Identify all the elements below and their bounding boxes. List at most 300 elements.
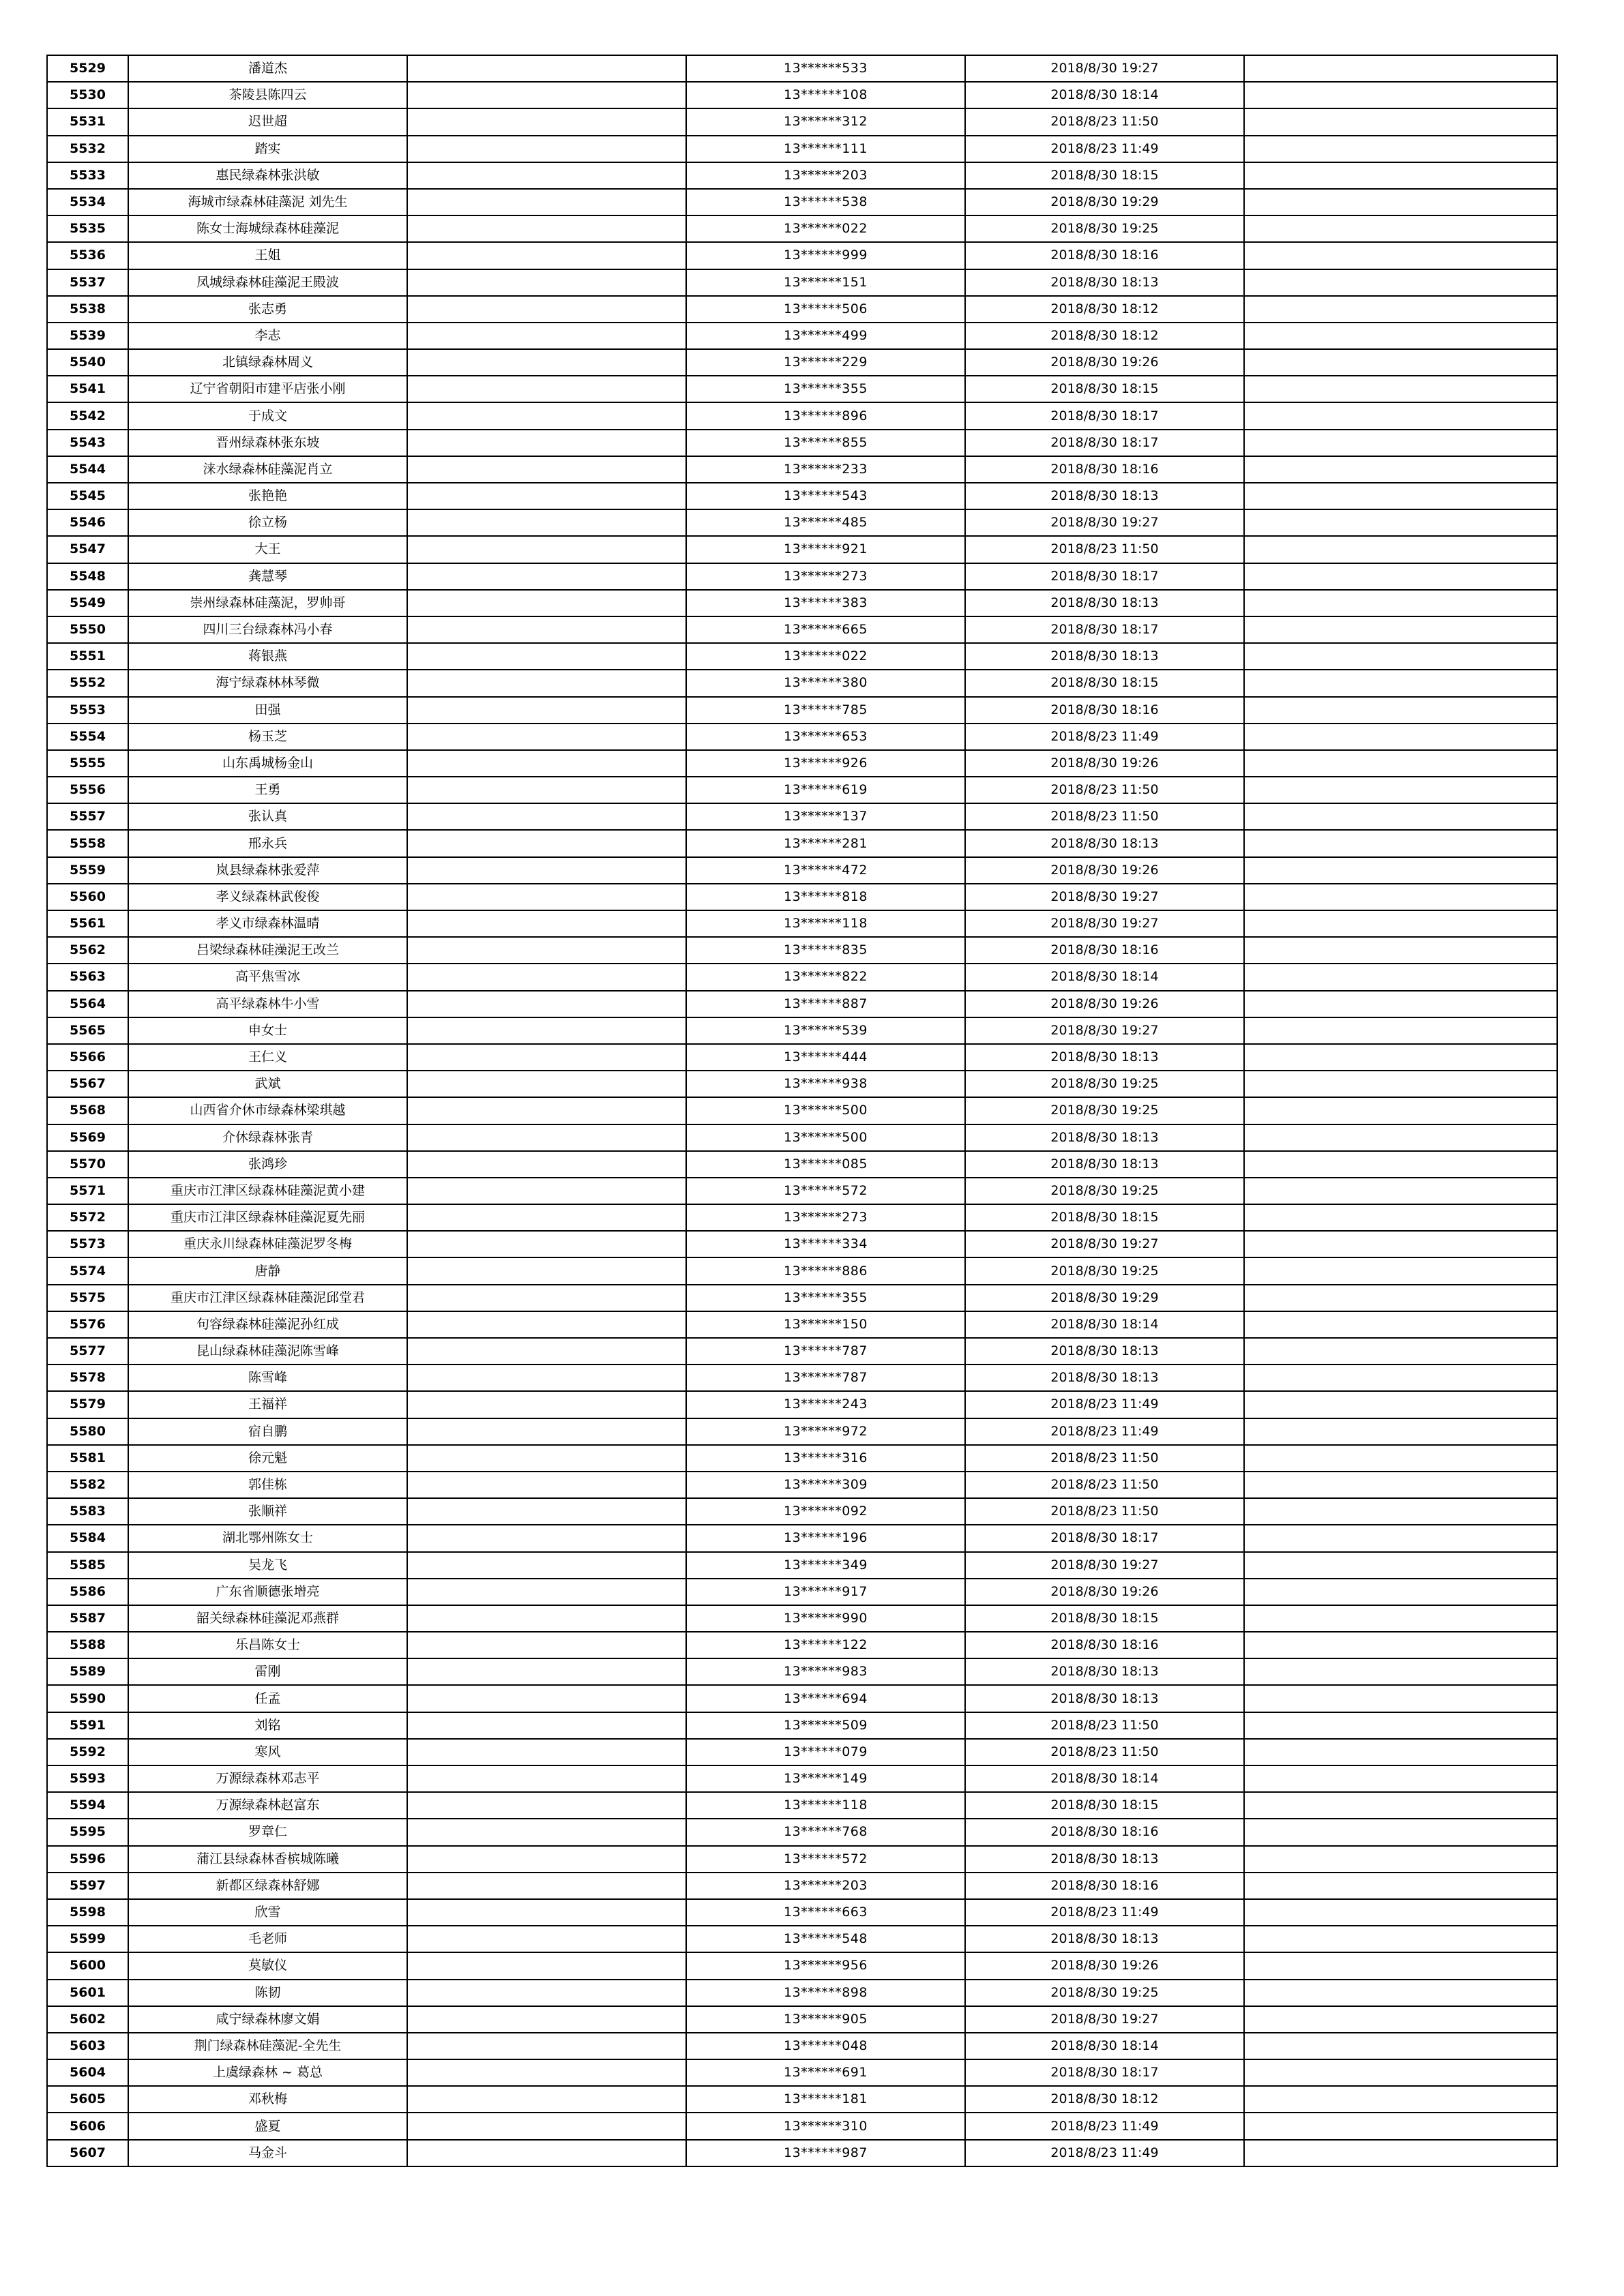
empty-cell — [407, 1017, 686, 1044]
table-row — [47, 937, 1557, 964]
customer-name: 咸宁绿森林廖文娟 — [128, 2006, 407, 2033]
empty-cell — [1244, 323, 1557, 349]
timestamp: 2018/8/30 18:16 — [965, 1632, 1244, 1658]
customer-name: 陈雪峰 — [128, 1365, 407, 1391]
table-row — [47, 349, 1557, 376]
table-row — [47, 1285, 1557, 1311]
row-number: 5567 — [47, 1071, 128, 1097]
timestamp: 2018/8/30 18:17 — [965, 616, 1244, 643]
table-row — [47, 724, 1557, 750]
empty-cell — [1244, 1846, 1557, 1873]
table-row — [47, 296, 1557, 323]
table-row — [47, 1712, 1557, 1739]
timestamp: 2018/8/30 19:27 — [965, 55, 1244, 82]
phone-number: 13******917 — [686, 1579, 965, 1605]
phone-number: 13******022 — [686, 643, 965, 670]
empty-cell — [407, 1071, 686, 1097]
timestamp: 2018/8/30 18:13 — [965, 643, 1244, 670]
timestamp: 2018/8/30 18:15 — [965, 1792, 1244, 1819]
row-number: 5574 — [47, 1257, 128, 1284]
phone-number: 13******533 — [686, 55, 965, 82]
table-row — [47, 1873, 1557, 1899]
timestamp: 2018/8/30 19:26 — [965, 857, 1244, 884]
phone-number: 13******500 — [686, 1097, 965, 1124]
table-row — [47, 1257, 1557, 1284]
empty-cell — [407, 2113, 686, 2139]
row-number: 5589 — [47, 1658, 128, 1685]
phone-number: 13******543 — [686, 483, 965, 509]
row-number: 5590 — [47, 1685, 128, 1712]
row-number: 5565 — [47, 1017, 128, 1044]
empty-cell — [1244, 590, 1557, 616]
phone-number: 13******108 — [686, 82, 965, 108]
row-number: 5564 — [47, 991, 128, 1017]
table-row — [47, 2033, 1557, 2059]
empty-cell — [1244, 269, 1557, 296]
table-row — [47, 536, 1557, 563]
table-row — [47, 1552, 1557, 1579]
table-row — [47, 777, 1557, 803]
row-number: 5607 — [47, 2140, 128, 2166]
customer-name: 张顺祥 — [128, 1498, 407, 1525]
customer-name: 广东省顺德张增亮 — [128, 1579, 407, 1605]
phone-number: 13******181 — [686, 2086, 965, 2113]
empty-cell — [1244, 563, 1557, 590]
table-row — [47, 830, 1557, 856]
timestamp: 2018/8/23 11:49 — [965, 1418, 1244, 1445]
empty-cell — [407, 136, 686, 162]
empty-cell — [1244, 750, 1557, 777]
timestamp: 2018/8/30 19:25 — [965, 1097, 1244, 1124]
timestamp: 2018/8/30 18:17 — [965, 430, 1244, 456]
phone-number: 13******990 — [686, 1605, 965, 1632]
empty-cell — [407, 1739, 686, 1765]
empty-cell — [407, 1097, 686, 1124]
customer-name: 辽宁省朝阳市建平店张小刚 — [128, 376, 407, 402]
customer-name: 吕梁绿森林硅澡泥王改兰 — [128, 937, 407, 964]
empty-cell — [407, 162, 686, 189]
row-number: 5601 — [47, 1980, 128, 2006]
customer-name: 李志 — [128, 323, 407, 349]
row-number: 5575 — [47, 1285, 128, 1311]
customer-name: 杨玉芝 — [128, 724, 407, 750]
empty-cell — [407, 1952, 686, 1979]
row-number: 5597 — [47, 1873, 128, 1899]
row-number: 5560 — [47, 884, 128, 910]
phone-number: 13******281 — [686, 830, 965, 856]
table-row — [47, 1418, 1557, 1445]
customer-name: 莫敏仪 — [128, 1952, 407, 1979]
timestamp: 2018/8/30 18:13 — [965, 1338, 1244, 1365]
empty-cell — [407, 1204, 686, 1231]
timestamp: 2018/8/30 18:13 — [965, 483, 1244, 509]
empty-cell — [407, 1605, 686, 1632]
row-number: 5577 — [47, 1338, 128, 1365]
row-number: 5548 — [47, 563, 128, 590]
phone-number: 13******506 — [686, 296, 965, 323]
table-row — [47, 964, 1557, 990]
customer-name: 孝义市绿森林温晴 — [128, 910, 407, 937]
customer-name: 山东禹城杨金山 — [128, 750, 407, 777]
table-row — [47, 1658, 1557, 1685]
empty-cell — [407, 964, 686, 990]
customer-name: 于成文 — [128, 402, 407, 429]
row-number: 5554 — [47, 724, 128, 750]
timestamp: 2018/8/30 19:25 — [965, 1980, 1244, 2006]
empty-cell — [407, 991, 686, 1017]
table-row — [47, 402, 1557, 429]
customer-name: 山西省介休市绿森林梁琪越 — [128, 1097, 407, 1124]
timestamp: 2018/8/30 18:14 — [965, 1311, 1244, 1338]
empty-cell — [1244, 1873, 1557, 1899]
empty-cell — [407, 643, 686, 670]
customer-name: 崇州绿森林硅藻泥，罗帅哥 — [128, 590, 407, 616]
row-number: 5561 — [47, 910, 128, 937]
row-number: 5592 — [47, 1739, 128, 1765]
empty-cell — [1244, 349, 1557, 376]
customer-name: 潘道杰 — [128, 55, 407, 82]
customer-name: 张鸿珍 — [128, 1151, 407, 1178]
table-row — [47, 1365, 1557, 1391]
customer-name: 田强 — [128, 697, 407, 724]
empty-cell — [1244, 697, 1557, 724]
empty-cell — [1244, 1765, 1557, 1792]
customer-name: 雷刚 — [128, 1658, 407, 1685]
table-row — [47, 1926, 1557, 1952]
customer-name: 重庆市江津区绿森林硅藻泥邱堂君 — [128, 1285, 407, 1311]
timestamp: 2018/8/30 19:27 — [965, 884, 1244, 910]
row-number: 5537 — [47, 269, 128, 296]
timestamp: 2018/8/30 18:16 — [965, 456, 1244, 483]
phone-number: 13******273 — [686, 563, 965, 590]
empty-cell — [407, 1846, 686, 1873]
empty-cell — [1244, 536, 1557, 563]
empty-cell — [407, 242, 686, 269]
table-row — [47, 2086, 1557, 2113]
phone-number: 13******196 — [686, 1525, 965, 1551]
customer-name: 邢永兵 — [128, 830, 407, 856]
empty-cell — [1244, 1097, 1557, 1124]
empty-cell — [407, 1472, 686, 1498]
empty-cell — [407, 1418, 686, 1445]
timestamp: 2018/8/23 11:50 — [965, 1712, 1244, 1739]
timestamp: 2018/8/23 11:49 — [965, 1899, 1244, 1926]
table-row — [47, 1472, 1557, 1498]
customer-name: 申女士 — [128, 1017, 407, 1044]
table-row — [47, 910, 1557, 937]
row-number: 5556 — [47, 777, 128, 803]
empty-cell — [1244, 1739, 1557, 1765]
table-row — [47, 1792, 1557, 1819]
row-number: 5545 — [47, 483, 128, 509]
table-row — [47, 430, 1557, 456]
phone-number: 13******818 — [686, 884, 965, 910]
phone-number: 13******663 — [686, 1899, 965, 1926]
customer-name: 惠民绿森林张洪敏 — [128, 162, 407, 189]
empty-cell — [1244, 1472, 1557, 1498]
phone-number: 13******349 — [686, 1552, 965, 1579]
phone-number: 13******310 — [686, 2113, 965, 2139]
timestamp: 2018/8/30 18:17 — [965, 1525, 1244, 1551]
row-number: 5573 — [47, 1231, 128, 1257]
customer-name: 高平绿森林牛小雪 — [128, 991, 407, 1017]
empty-cell — [1244, 1712, 1557, 1739]
empty-cell — [1244, 964, 1557, 990]
row-number: 5533 — [47, 162, 128, 189]
timestamp: 2018/8/30 19:27 — [965, 910, 1244, 937]
empty-cell — [407, 830, 686, 856]
phone-number: 13******151 — [686, 269, 965, 296]
table-row — [47, 1017, 1557, 1044]
timestamp: 2018/8/23 11:49 — [965, 136, 1244, 162]
timestamp: 2018/8/30 18:13 — [965, 1926, 1244, 1952]
empty-cell — [407, 1231, 686, 1257]
phone-number: 13******694 — [686, 1685, 965, 1712]
table-row — [47, 991, 1557, 1017]
timestamp: 2018/8/30 19:25 — [965, 215, 1244, 242]
timestamp: 2018/8/30 18:14 — [965, 964, 1244, 990]
table-row — [47, 483, 1557, 509]
empty-cell — [1244, 857, 1557, 884]
phone-number: 13******538 — [686, 189, 965, 215]
row-number: 5580 — [47, 1418, 128, 1445]
phone-number: 13******137 — [686, 803, 965, 830]
empty-cell — [1244, 1365, 1557, 1391]
row-number: 5591 — [47, 1712, 128, 1739]
table-row — [47, 1044, 1557, 1071]
table-row — [47, 108, 1557, 135]
table-row — [47, 1231, 1557, 1257]
phone-number: 13******472 — [686, 857, 965, 884]
empty-cell — [407, 1124, 686, 1151]
customer-name: 张认真 — [128, 803, 407, 830]
empty-cell — [1244, 430, 1557, 456]
row-number: 5558 — [47, 830, 128, 856]
empty-cell — [1244, 215, 1557, 242]
row-number: 5539 — [47, 323, 128, 349]
empty-cell — [407, 1926, 686, 1952]
phone-number: 13******312 — [686, 108, 965, 135]
phone-number: 13******999 — [686, 242, 965, 269]
row-number: 5596 — [47, 1846, 128, 1873]
table-row — [47, 162, 1557, 189]
empty-cell — [407, 323, 686, 349]
row-number: 5584 — [47, 1525, 128, 1551]
phone-number: 13******048 — [686, 2033, 965, 2059]
customer-name: 荆门绿森林硅藻泥-全先生 — [128, 2033, 407, 2059]
phone-number: 13******500 — [686, 1124, 965, 1151]
timestamp: 2018/8/30 19:25 — [965, 1071, 1244, 1097]
customer-name: 宿自鹏 — [128, 1418, 407, 1445]
empty-cell — [407, 1632, 686, 1658]
customer-name: 高平焦雪冰 — [128, 964, 407, 990]
customer-name: 新都区绿森林舒娜 — [128, 1873, 407, 1899]
empty-cell — [1244, 2140, 1557, 2166]
table-row — [47, 2113, 1557, 2139]
phone-number: 13******022 — [686, 215, 965, 242]
timestamp: 2018/8/30 19:27 — [965, 1552, 1244, 1579]
empty-cell — [1244, 830, 1557, 856]
empty-cell — [1244, 1819, 1557, 1845]
empty-cell — [1244, 1552, 1557, 1579]
table-row — [47, 697, 1557, 724]
timestamp: 2018/8/23 11:50 — [965, 1472, 1244, 1498]
table-row — [47, 2140, 1557, 2166]
row-number: 5604 — [47, 2059, 128, 2086]
empty-cell — [1244, 1792, 1557, 1819]
row-number: 5542 — [47, 402, 128, 429]
row-number: 5547 — [47, 536, 128, 563]
customer-name: 郭佳栋 — [128, 1472, 407, 1498]
empty-cell — [1244, 1071, 1557, 1097]
data-table — [46, 55, 1558, 2167]
timestamp: 2018/8/23 11:49 — [965, 2113, 1244, 2139]
empty-cell — [407, 670, 686, 696]
empty-cell — [407, 1685, 686, 1712]
table-row — [47, 590, 1557, 616]
phone-number: 13******334 — [686, 1231, 965, 1257]
customer-name: 介休绿森林张青 — [128, 1124, 407, 1151]
empty-cell — [407, 1311, 686, 1338]
empty-cell — [407, 2140, 686, 2166]
phone-number: 13******355 — [686, 1285, 965, 1311]
empty-cell — [407, 697, 686, 724]
timestamp: 2018/8/30 19:26 — [965, 1579, 1244, 1605]
customer-name: 陈韧 — [128, 1980, 407, 2006]
empty-cell — [407, 1873, 686, 1899]
empty-cell — [1244, 1204, 1557, 1231]
empty-cell — [1244, 2113, 1557, 2139]
table-row — [47, 1151, 1557, 1178]
row-number: 5570 — [47, 1151, 128, 1178]
table-row — [47, 1605, 1557, 1632]
empty-cell — [407, 1658, 686, 1685]
customer-name: 乐昌陈女士 — [128, 1632, 407, 1658]
empty-cell — [407, 1980, 686, 2006]
row-number: 5599 — [47, 1926, 128, 1952]
phone-number: 13******956 — [686, 1952, 965, 1979]
table-row — [47, 1525, 1557, 1551]
table-row — [47, 1765, 1557, 1792]
row-number: 5530 — [47, 82, 128, 108]
row-number: 5569 — [47, 1124, 128, 1151]
table-row — [47, 1311, 1557, 1338]
empty-cell — [1244, 1178, 1557, 1204]
row-number: 5538 — [47, 296, 128, 323]
customer-name: 武斌 — [128, 1071, 407, 1097]
row-number: 5586 — [47, 1579, 128, 1605]
timestamp: 2018/8/30 18:13 — [965, 1044, 1244, 1071]
customer-name: 四川三台绿森林冯小春 — [128, 616, 407, 643]
empty-cell — [1244, 777, 1557, 803]
empty-cell — [407, 269, 686, 296]
customer-name: 重庆市江津区绿森林硅藻泥夏先丽 — [128, 1204, 407, 1231]
empty-cell — [407, 430, 686, 456]
empty-cell — [407, 590, 686, 616]
phone-number: 13******785 — [686, 697, 965, 724]
empty-cell — [407, 563, 686, 590]
phone-number: 13******273 — [686, 1204, 965, 1231]
empty-cell — [1244, 803, 1557, 830]
empty-cell — [407, 1257, 686, 1284]
customer-name: 孝义绿森林武俊俊 — [128, 884, 407, 910]
empty-cell — [407, 1498, 686, 1525]
customer-name: 重庆永川绿森林硅藻泥罗冬梅 — [128, 1231, 407, 1257]
empty-cell — [1244, 483, 1557, 509]
empty-cell — [407, 1579, 686, 1605]
timestamp: 2018/8/30 18:12 — [965, 323, 1244, 349]
phone-number: 13******886 — [686, 1257, 965, 1284]
phone-number: 13******691 — [686, 2059, 965, 2086]
table-row — [47, 1899, 1557, 1926]
empty-cell — [407, 349, 686, 376]
customer-name: 茶陵县陈四云 — [128, 82, 407, 108]
timestamp: 2018/8/30 19:26 — [965, 750, 1244, 777]
empty-cell — [1244, 1338, 1557, 1365]
empty-cell — [407, 1285, 686, 1311]
row-number: 5531 — [47, 108, 128, 135]
timestamp: 2018/8/30 19:29 — [965, 1285, 1244, 1311]
timestamp: 2018/8/30 18:15 — [965, 1204, 1244, 1231]
timestamp: 2018/8/30 19:26 — [965, 991, 1244, 1017]
empty-cell — [1244, 724, 1557, 750]
timestamp: 2018/8/30 18:13 — [965, 590, 1244, 616]
row-number: 5582 — [47, 1472, 128, 1498]
customer-name: 王勇 — [128, 777, 407, 803]
phone-number: 13******085 — [686, 1151, 965, 1178]
empty-cell — [407, 82, 686, 108]
empty-cell — [407, 2086, 686, 2113]
table-row — [47, 616, 1557, 643]
empty-cell — [407, 1792, 686, 1819]
phone-number: 13******309 — [686, 1472, 965, 1498]
phone-number: 13******983 — [686, 1658, 965, 1685]
empty-cell — [1244, 2033, 1557, 2059]
timestamp: 2018/8/30 19:27 — [965, 1231, 1244, 1257]
empty-cell — [407, 616, 686, 643]
empty-cell — [1244, 55, 1557, 82]
row-number: 5529 — [47, 55, 128, 82]
customer-name: 邓秋梅 — [128, 2086, 407, 2113]
row-number: 5568 — [47, 1097, 128, 1124]
phone-number: 13******572 — [686, 1178, 965, 1204]
table-row — [47, 82, 1557, 108]
empty-cell — [407, 1712, 686, 1739]
empty-cell — [407, 750, 686, 777]
table-row — [47, 563, 1557, 590]
customer-name: 蒲江县绿森林香槟城陈曦 — [128, 1846, 407, 1873]
table-row — [47, 269, 1557, 296]
customer-name: 海城市绿森林硅藻泥 刘先生 — [128, 189, 407, 215]
phone-number: 13******572 — [686, 1846, 965, 1873]
table-row — [47, 1498, 1557, 1525]
empty-cell — [1244, 1498, 1557, 1525]
timestamp: 2018/8/30 19:26 — [965, 1952, 1244, 1979]
timestamp: 2018/8/30 18:13 — [965, 1685, 1244, 1712]
timestamp: 2018/8/30 18:14 — [965, 82, 1244, 108]
customer-name: 重庆市江津区绿森林硅藻泥黄小建 — [128, 1178, 407, 1204]
empty-cell — [1244, 82, 1557, 108]
table-row — [47, 1846, 1557, 1873]
table-row — [47, 1579, 1557, 1605]
row-number: 5534 — [47, 189, 128, 215]
row-number: 5546 — [47, 509, 128, 536]
timestamp: 2018/8/23 11:49 — [965, 2140, 1244, 2166]
phone-number: 13******987 — [686, 2140, 965, 2166]
table-row — [47, 1819, 1557, 1845]
empty-cell — [407, 1445, 686, 1472]
phone-number: 13******938 — [686, 1071, 965, 1097]
